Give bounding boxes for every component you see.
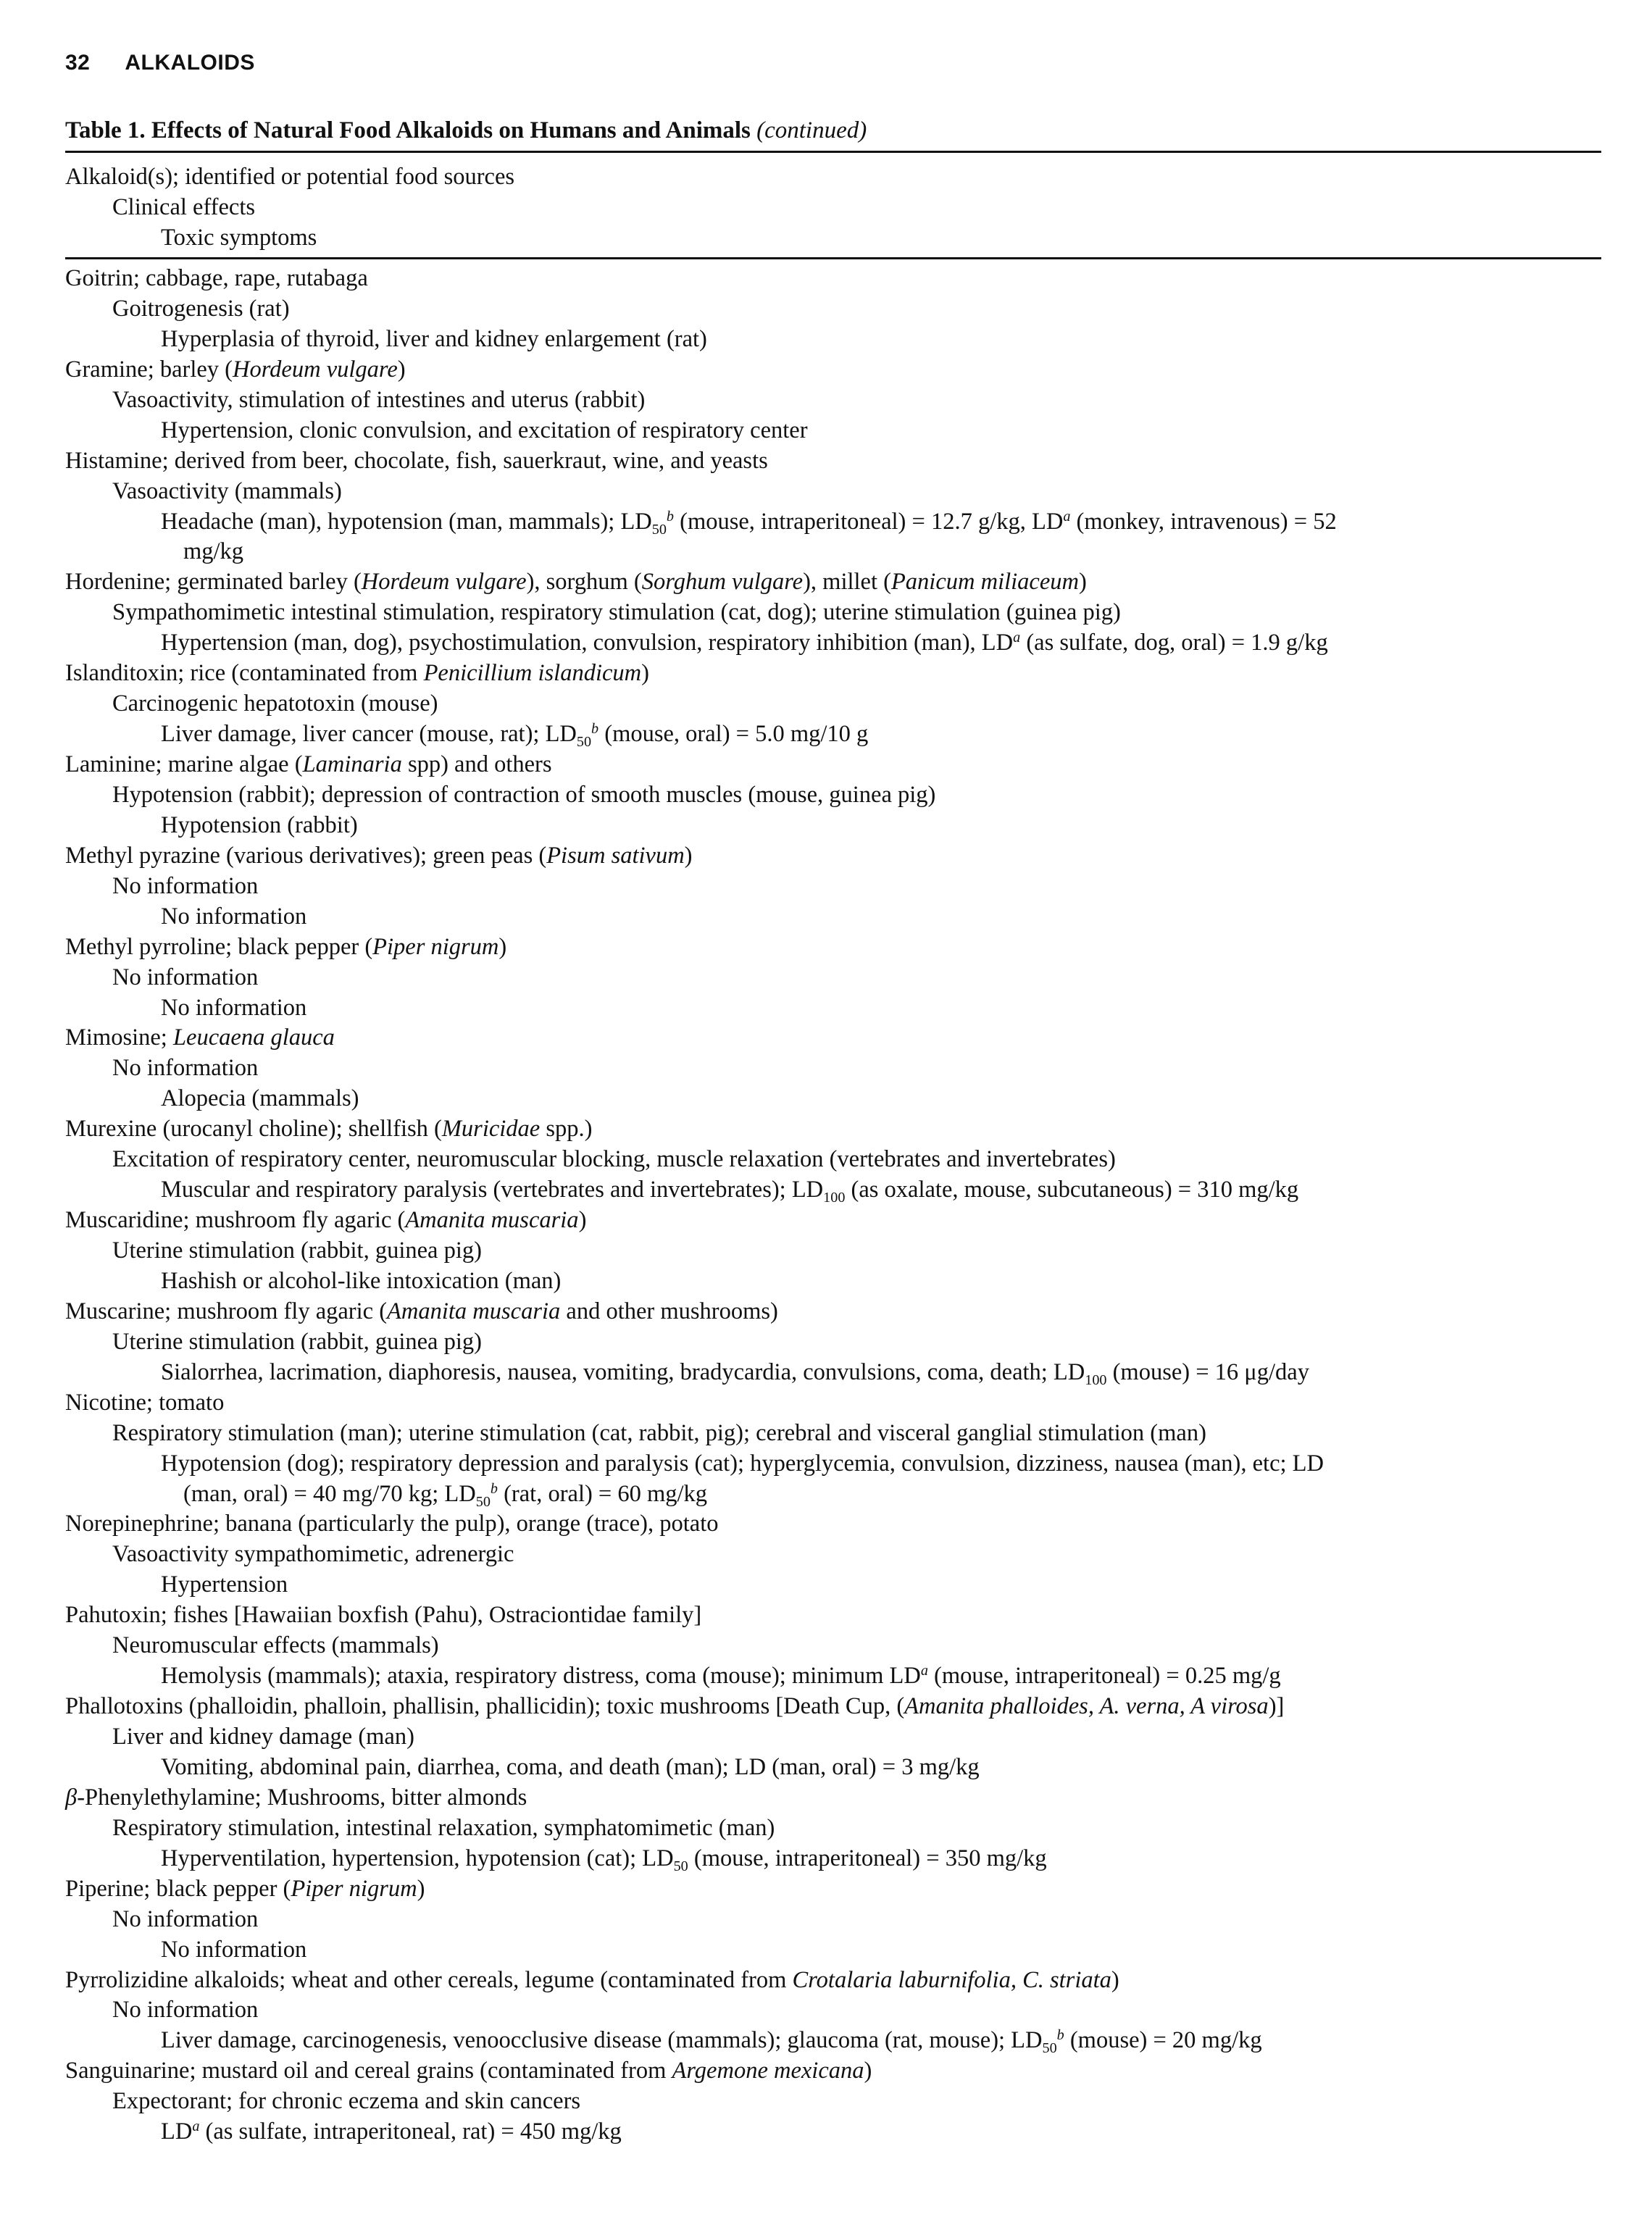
- alkaloid-entry: Methyl pyrroline; black pepper (Piper nigrum): [65, 933, 507, 960]
- clinical-effects-line: Uterine stimulation (rabbit, guinea pig): [112, 1328, 482, 1355]
- clinical-effects-line: Vasoactivity sympathomimetic, adrenergic: [112, 1541, 514, 1568]
- alkaloid-entry: Norepinephrine; banana (particularly the pulp), orange (trace), potato: [65, 1511, 719, 1537]
- table-top-rule: [65, 151, 1601, 153]
- table-header-rule: [65, 257, 1601, 259]
- alkaloid-entry: Pyrrolizidine alkaloids; wheat and other cereals, legume (contaminated from Crotalaria laburnifolia, C. striata): [65, 1966, 1119, 1993]
- alkaloid-entry: Islanditoxin; rice (contaminated from Penicillium islandicum): [65, 660, 649, 687]
- clinical-effects-line: Respiratory stimulation (man); uterine stimulation (cat, rabbit, pig); cerebral and visceral ganglial stimulation (man): [112, 1419, 1206, 1446]
- toxic-symptoms-line: Alopecia (mammals): [161, 1085, 359, 1112]
- clinical-effects-line: Excitation of respiratory center, neuromuscular blocking, muscle relaxation (vertebrates and invertebrates): [112, 1146, 1116, 1173]
- clinical-effects-line: Uterine stimulation (rabbit, guinea pig): [112, 1237, 482, 1264]
- column-header-alkaloid: Alkaloid(s); identified or potential food sources: [65, 164, 515, 190]
- alkaloid-entry: Nicotine; tomato: [65, 1389, 225, 1416]
- clinical-effects-line: Expectorant; for chronic eczema and skin cancers: [112, 2088, 581, 2115]
- continuation-line: (man, oral) = 40 mg/70 kg; $LD_{50}^b$ (rat, oral) = 60 mg/kg: [183, 1480, 708, 1510]
- toxic-symptoms-line: No information: [161, 1936, 307, 1963]
- clinical-effects-line: Hypotension (rabbit); depression of contraction of smooth muscles (mouse, guinea pig): [112, 781, 936, 808]
- toxic-symptoms-line: $LD^a$ (as sulfate, intraperitoneal, rat) = 450 mg/kg: [161, 2118, 622, 2145]
- toxic-symptoms-line: Sialorrhea, lacrimation, diaphoresis, nausea, vomiting, bradycardia, convulsions, coma, death; $LD_{100}$ (mouse) = 16 μg/day: [161, 1358, 1309, 1388]
- column-header-clinical-effects: Clinical effects: [112, 193, 256, 220]
- toxic-symptoms-line: Vomiting, abdominal pain, diarrhea, coma, and death (man); LD (man, oral) = 3 mg/kg: [161, 1753, 980, 1780]
- clinical-effects-line: Neuromuscular effects (mammals): [112, 1632, 439, 1659]
- clinical-effects-line: Sympathomimetic intestinal stimulation, respiratory stimulation (cat, dog); uterine stimulation (guinea pig): [112, 599, 1121, 626]
- section-title: ALKALOIDS: [125, 51, 255, 75]
- clinical-effects-line: Carcinogenic hepatotoxin (mouse): [112, 690, 438, 717]
- alkaloid-entry: Sanguinarine; mustard oil and cereal grains (contaminated from Argemone mexicana): [65, 2058, 872, 2084]
- toxic-symptoms-line: Hypotension (dog); respiratory depression and paralysis (cat); hyperglycemia, convulsion, dizziness, nausea (man), etc; LD: [161, 1450, 1324, 1477]
- alkaloid-entry: Murexine (urocanyl choline); shellfish (Muricidae spp.): [65, 1116, 593, 1143]
- alkaloid-entry: Goitrin; cabbage, rape, rutabaga: [65, 265, 368, 291]
- alkaloid-entry: Muscarine; mushroom fly agaric (Amanita muscaria and other mushrooms): [65, 1298, 778, 1324]
- toxic-symptoms-line: Hypertension (man, dog), psychostimulation, convulsion, respiratory inhibition (man), $LD^a$ (as sulfate, dog, oral) = 1.9 g/kg: [161, 630, 1328, 656]
- clinical-effects-line: No information: [112, 1997, 259, 2024]
- clinical-effects-line: No information: [112, 964, 259, 990]
- toxic-symptoms-line: Hypertension: [161, 1571, 288, 1598]
- clinical-effects-line: Respiratory stimulation, intestinal relaxation, symphatomimetic (man): [112, 1814, 775, 1841]
- clinical-effects-line: No information: [112, 872, 259, 899]
- table-continued: (continued): [756, 117, 867, 143]
- table-caption: [65, 116, 1601, 145]
- alkaloid-entry: Mimosine; Leucaena glauca: [65, 1024, 335, 1051]
- alkaloid-entry: Hordenine; germinated barley (Hordeum vulgare), sorghum (Sorghum vulgare), millet (Panicum miliaceum): [65, 569, 1087, 596]
- alkaloid-entry: Methyl pyrazine (various derivatives); green peas (Pisum sativum): [65, 842, 693, 869]
- toxic-symptoms-line: Headache (man), hypotension (man, mammals); $LD_{50}^b$ (mouse, intraperitoneal) = 12.7 g/kg, $LD^a$ (monkey, intravenous) = 52: [161, 508, 1337, 538]
- column-header-toxic-symptoms: Toxic symptoms: [161, 224, 317, 251]
- running-head: [65, 51, 255, 75]
- table-label: Table 1.: [65, 117, 146, 143]
- clinical-effects-line: Goitrogenesis (rat): [112, 295, 290, 322]
- alkaloid-entry: Pahutoxin; fishes [Hawaiian boxfish (Pahu), Ostraciontidae family]: [65, 1602, 702, 1629]
- toxic-symptoms-line: Hashish or alcohol-like intoxication (man): [161, 1267, 562, 1294]
- clinical-effects-line: Vasoactivity, stimulation of intestines and uterus (rabbit): [112, 386, 646, 413]
- page-number: 32: [65, 51, 91, 75]
- clinical-effects-line: No information: [112, 1055, 259, 1082]
- clinical-effects-line: Liver and kidney damage (man): [112, 1724, 414, 1750]
- alkaloid-entry: Histamine; derived from beer, chocolate, fish, sauerkraut, wine, and yeasts: [65, 447, 768, 474]
- toxic-symptoms-line: Liver damage, liver cancer (mouse, rat); $LD_{50}^b$ (mouse, oral) = 5.0 mg/10 g: [161, 720, 869, 751]
- toxic-symptoms-line: Hyperplasia of thyroid, liver and kidney enlargement (rat): [161, 325, 707, 352]
- table-body: [65, 264, 1601, 2147]
- toxic-symptoms-line: Hypertension, clonic convulsion, and excitation of respiratory center: [161, 417, 808, 443]
- table-title: Effects of Natural Food Alkaloids on Humans and Animals: [151, 117, 751, 143]
- clinical-effects-line: Vasoactivity (mammals): [112, 477, 342, 504]
- toxic-symptoms-line: Hypotension (rabbit): [161, 811, 358, 838]
- toxic-symptoms-line: No information: [161, 903, 307, 930]
- toxic-symptoms-line: Hyperventilation, hypertension, hypotension (cat); $LD_{50}$ (mouse, intraperitoneal) = 350 mg/kg: [161, 1845, 1047, 1874]
- toxic-symptoms-line: No information: [161, 994, 307, 1021]
- toxic-symptoms-line: Hemolysis (mammals); ataxia, respiratory distress, coma (mouse); minimum $LD^a$ (mouse, intraperitoneal) = 0.25 mg/g: [161, 1663, 1281, 1690]
- alkaloid-entry: Muscaridine; mushroom fly agaric (Amanita muscaria): [65, 1207, 587, 1234]
- alkaloid-entry: Phallotoxins (phalloidin, phalloin, phallisin, phallicidin); toxic mushrooms [Death Cup, (Amanita phalloides, A. verna, A virosa)]: [65, 1693, 1285, 1720]
- alkaloid-entry: Laminine; marine algae (Laminaria spp) and others: [65, 751, 552, 777]
- alkaloid-entry: Piperine; black pepper (Piper nigrum): [65, 1875, 425, 1902]
- table-column-header: [65, 162, 1601, 254]
- clinical-effects-line: No information: [112, 1905, 259, 1932]
- toxic-symptoms-line: Muscular and respiratory paralysis (vertebrates and invertebrates); $LD_{100}$ (as oxalate, mouse, subcutaneous) = 310 mg/kg: [161, 1177, 1299, 1206]
- continuation-line: mg/kg: [183, 538, 244, 565]
- toxic-symptoms-line: Liver damage, carcinogenesis, venoocclusive disease (mammals); glaucoma (rat, mouse); $LD_{50}^b$ (mouse) = 20 mg/kg: [161, 2027, 1262, 2057]
- alkaloid-entry: Gramine; barley (Hordeum vulgare): [65, 356, 406, 383]
- alkaloid-entry: β-Phenylethylamine; Mushrooms, bitter almonds: [65, 1784, 527, 1811]
